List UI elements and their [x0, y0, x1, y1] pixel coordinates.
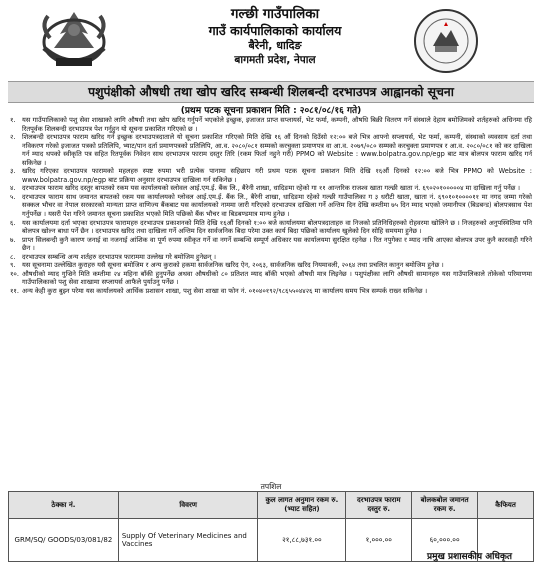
col-description: विवरण [118, 492, 258, 519]
municipality-name: गल्छी गाउँपालिका [230, 6, 320, 22]
schedule-label: तपशिल [260, 482, 282, 491]
municipality-seal-icon [413, 8, 479, 74]
cell-form-fee: १,०००.०० [346, 519, 412, 562]
clause-6: ६. यस कार्यालयमा दर्ता भएका दरभाउपत्र फारामहरु दरभाउपत्र प्रकाशनको मिति देखि १६औं दिनको १:०० बजे कार्यालयमा बोलपत्रदाताहरु वा निजको प्रतिनिधिहरुको रोहवरमा खोलिने छ । निजहरुको अनुपस्थितिमा पनि बोलपत्र खोल्न बाधा पर्ने छैन । दरभाउपत्र खरिद तथा दाखिला गर्ने अन्तिम दिन सार्वजनिक बिदा परेमा उक्त कार्य बिदा पछिको कार्यालय खुलेको दिन सोहि समयमा हुनेछ । [10, 218, 532, 236]
signoff: प्रमुख प्रशासकीय अधिकृत [426, 552, 512, 562]
notice-body [8, 116, 532, 295]
clause-11: ११. अन्य केही कुरा बुझ्न परेमा यस कार्यालयको आर्थिक प्रशासन शाखा, पशु सेवा शाखा वा फोन नं. ०१०४०१९२/९८६५५०४४२६ मा कार्यालय समय भित्र सम्पर्क राख्न सकिनेछ । [10, 286, 428, 295]
publish-date: (प्रथम पटक सूचना प्रकाशन मिति : २०८१/०८/१६ गते) [180, 106, 362, 116]
clause-1: १. यस गाउँपालिकाको पशु सेवा शाखाको लागि औषधी तथा खोप खरिद गर्नुपर्ने भएकोले इच्छुक, इजाजत प्राप्त सप्लायर्स, भेट फर्मा, कम्पनी, औषधि बिक्री वितरण गर्ने संस्थाले देहाय बमोजिमको शर्तहरुको अधिनमा रहि रितपूर्वक शिलबन्दी दरभाउपत्र पेश गर्नुहुन यो सूचना प्रकाशित गरिएको छ । [10, 116, 532, 133]
table-header-row [9, 492, 534, 519]
col-estimate: कुल लागत अनुमान रकम रु. (भ्याट सहित) [258, 492, 346, 519]
col-bid-security: बोलकबोल जमानत रकम रु. [412, 492, 478, 519]
cell-estimate: २१,८८,७३१.०० [258, 519, 346, 562]
clause-7: ७. प्राप्त सिलबन्दी कुनै कारण जनाई वा नजनाई आंशिक वा पूर्ण रुपमा स्वीकृत गर्ने वा नगर्ने सम्बन्धि सम्पूर्ण अधिकार यस कार्यालयमा सुरक्षित रहनेछ । रित नपुगेका र म्याद नाघि आएका बोलपत्र उपर कुनै कारवाही गरिने छैन । [10, 235, 532, 253]
clause-2: २. शिलबन्दी दरभाउपत्र फाराम खरिद गर्न इच्छुक दरभाउपत्रदाताले यो सूचना प्रकाशित गरिएको मिति देखि १६ औं दिनको दिउँसो १२:०० बजे भित्र आफ्नो सप्लायर्स, भेट फर्मा, कम्पनी, संस्थाको व्यवसाय दर्ता तथा नविकरण गरेको इजाजत पत्रको प्रतिलिपि, भ्याट/पान दर्ता प्रमाणपत्रको प्रतिलिपि, आ.व. २०८०/०८१ सम्मको करचुक्ता प्रमाणपत्र वा आ.व. २०७९/०८० सम्मको करचुक्ता प्रमाणपत्र र आ.व. २०८०/०८१ को कर दाखिला गर्न म्याद थपको स्वीकृति पत्र सहित रितपूर्वक निवेदन साथ दरभाउपत्र फाराम दस्तुर तिरि (रकम फिर्ता नहुने गरी) PPMO को Website : www.bolpatra.gov.np/egp बाट मात्र बोलपत्र फाराम खरिद गर्न सकिनेछ । [10, 133, 532, 167]
office-address: बैरेनी, धादिङ [248, 39, 302, 52]
clause-4: ४. दरभाउपत्र फाराम खरिद दस्तुर बापतको रकम यस कार्यालयको स्लोवल आई.एम.ई. बैंक लि., बैरेनी शाखा, धादिङमा रहेको गा ११ आन्तरिक राजश्व खाता गल्छी खाता नं. ६९०२०१०००००४ मा दाखिला गर्नु पर्नेछ । [10, 184, 521, 193]
clause-3: ३. खरिद गरिएका दरभाउपत्र फारामको महलहरु स्पष्ट रुपमा भरी प्रत्येक पानामा सहिछाप गरी प्रथम पटक सूचना प्रकाशन मिति देखि १६औं दिनको १२:०० बजे भित्र PPMO को Website : www.bolpatra.gov.np/egp बाट प्रक्रिया अनुसार दरभाउपत्र दाखिला गर्न सकिनेछ । [10, 167, 532, 184]
clause-8: ८. दरभाउपत्र सम्बन्धि अन्य शर्तहरु दरभाउपत्र फाराममा उल्लेख गरे बमोजिम हुनेछन् । [10, 252, 217, 261]
clause-5: ५. दरभाउपत्र फाराम साथ जमानत बापतको रकम यस कार्यालयको ग्लोवल आई.एम.ई. बैंक लि., बैरेनी शाखा, धादिङमा रहेको गल्छी गाउँपालिका ग ३ धरौटी खाता, खाता नं. ६९०१०१००००११ मा नगद जम्मा गरेको सक्कल भौचर वा नेपाल सरकारको मान्यता प्राप्त वाणिज्य बैंकबाट यस कार्यालयको नाममा जारी गरिएको दरभाउपत्र दाखिला गर्ने अन्तिम दिन देखि कम्तीमा ७५ दिन म्याद भएको जमानीपत्र (बिडबन्ड) बोलपत्रसाथ पेश गर्नुपर्नेछ । यसरी पेश गरिने जमानत सूचना प्रकाशित भएको मिति पछिको बैंक भौचर वा बिडबण्डमात्र मान्य हुनेछ । [10, 192, 532, 219]
col-remarks: कैफियत [478, 492, 534, 519]
clause-10: १०. औषधीको म्याद गुज्रिने मिति कम्तीमा २४ महिना बाँकी हुनुपर्नेछ अथवा औषधीको ८० प्रतिशत म्याद बाँकी भएको औषधी मात्र लिइनेछ । पशुपंक्षीका लागि औषधी सामानहरु यस गाउँपालिकाले तोकेको परिमाणमा गाउँपालिकाको पशु सेवा शाखामा सप्लायर्स आफैले पुर्याउनु पर्नेछ । [10, 269, 532, 287]
col-form-fee: दरभाउपत्र फाराम दस्तुर रु. [346, 492, 412, 519]
notice-title: पशुपंक्षीको औषधी तथा खोप खरिद सम्बन्धी शिलबन्दी दरभाउपत्र आह्वानको सूचना [8, 81, 534, 103]
clause-9: ९. यस सूचनामा उल्लेखित कुराहरु यसै सूचना बमोजिम र अन्य कुराको हकमा सार्वजनिक खरिद ऐन, २०६३, सार्वजनिक खरिद नियमावली, २०६४ तथा प्रचलित कानुन बमोजिम हुनेछ । [10, 261, 444, 270]
province-name: बागमती प्रदेश, नेपाल [234, 54, 316, 66]
col-contract-no: ठेक्का नं. [9, 492, 119, 519]
office-header [140, 6, 410, 67]
cell-description: Supply Of Veterinary Medicines and Vaccines [118, 519, 258, 562]
cell-contract-no: GRM/SQ/ GOODS/03/081/82 [9, 519, 119, 562]
cell-bid-security: ६०,०००.०० [412, 519, 478, 562]
nepal-emblem-icon [30, 8, 118, 72]
office-name: गाउँ कार्यपालिकाको कार्यालय [208, 23, 342, 38]
